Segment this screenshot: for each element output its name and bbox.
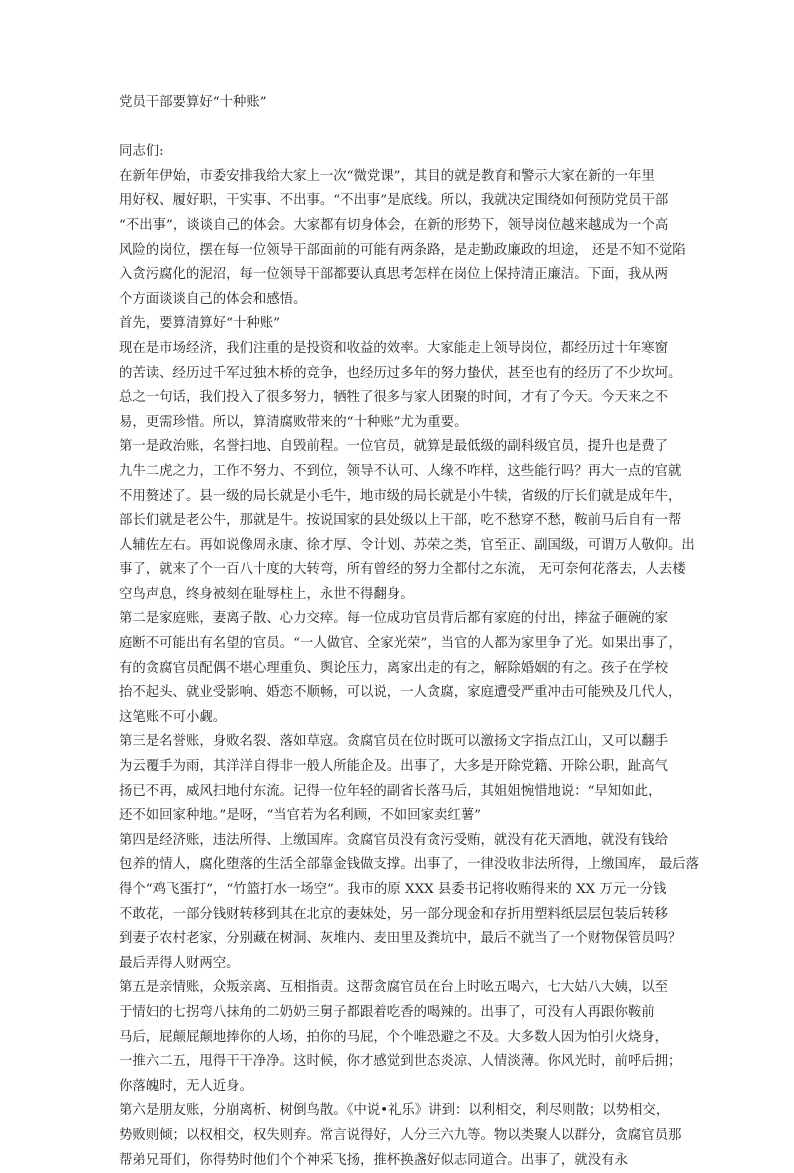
text-line: 现在是市场经济，我们注重的是投资和收益的效率。大家能走上领导岗位，都经历过十年寒窗 (119, 340, 669, 356)
paragraph (119, 730, 679, 828)
text-line: 个方面谈谈自己的体会和感悟。 (119, 291, 307, 307)
text-line: 包养的情人，腐化堕落的生活全部靠金钱做支撑。出事了，一律没收非法所得，上缴国库， 最后落 (119, 857, 700, 873)
text-line: 九牛二虎之力，工作不努力、不到位，领导不认可、人缘不咋样，这些能行吗？再大一点的官就 (119, 463, 682, 479)
paragraph (119, 1099, 682, 1173)
paragraph-list (119, 165, 700, 1173)
text-line: 第二是家庭账，妻离子散、心力交瘁。每一位成功官员背后都有家庭的付出，摔盆子砸碗的家 (119, 611, 669, 627)
text-line: 在新年伊始，市委安排我给大家上一次“微党课”，其目的就是教育和警示大家在新的一年里 (119, 168, 655, 184)
paragraph (119, 607, 682, 730)
document-body (119, 91, 700, 1173)
text-line: 抬不起头、就业受影响、婚恋不顺畅，可以说，一人贪腐，家庭遭受严重冲击可能殃及几代人， (119, 685, 682, 701)
text-line: 第三是名誉账，身败名裂、落如草寇。贪腐官员在位时既可以激扬文字指点江山，又可以翻手 (119, 734, 669, 750)
text-line: 庭断不可能出有名望的官员。“一人做官、全家光荣”，当官的人都为家里争了光。如果出事了， (119, 636, 682, 652)
paragraph (119, 976, 682, 1099)
text-line: 第四是经济账，违法所得、上缴国库。贪腐官员没有贪污受贿，就没有花天酒地，就没有钱给 (119, 832, 669, 848)
text-line: 不用赘述了。县一级的局长就是小毛牛，地市级的局长就是小牛犊，省级的厅长们就是成年牛， (119, 488, 682, 504)
text-line: 的苦读、经历过千军过独木桥的竞争，也经历过多年的努力蛰伏，甚至也有的经历了不少坎坷。 (119, 365, 682, 381)
text-line: 用好权、履好职，干实事、不出事。“不出事”是底线。所以，我就决定围绕如何预防党员干部 (119, 193, 669, 209)
text-line: 事了，就来了个一百八十度的大转弯，所有曾经的努力全都付之东流， 无可奈何花落去，人去楼 (119, 562, 686, 578)
paragraph (119, 312, 679, 337)
text-line: 有的贪腐官员配偶不堪心理重负、舆论压力，离家出走的有之，解除婚姻的有之。孩子在学校 (119, 660, 669, 676)
text-line: 到妻子农村老家，分别藏在树洞、灰堆内、麦田里及粪坑中，最后不就当了一个财物保管员吗？ (119, 931, 682, 947)
blank-line (119, 116, 679, 141)
text-line: 第六是朋友账，分崩离析、树倒鸟散。《中说•礼乐》讲到：以利相交，利尽则散；以势相交， (119, 1103, 670, 1119)
text-line: “不出事”，谈谈自己的体会。大家都有切身体会，在新的形势下，领导岗位越来越成为一个高 (119, 217, 669, 233)
document-title: 党员干部要算好“十种账” (119, 95, 267, 110)
paragraph (119, 435, 695, 607)
text-line: 还不如回家种地。”是呀，“当官若为名利顾，不如回家卖红薯” (119, 808, 481, 824)
text-line: 总之一句话，我们投入了很多努力，牺牲了很多与家人团聚的时间，才有了今天。今天来之不 (119, 390, 669, 406)
text-line: 不敢花，一部分钱财转移到其在北京的妻妹处，另一部分现金和存折用塑料纸层层包装后转移 (119, 906, 669, 922)
text-line: 最后弄得人财两空。 (119, 955, 240, 971)
text-line: 风险的岗位，摆在每一位领导干部面前的可能有两条路，是走勤政廉政的坦途， 还是不知不觉陷 (119, 242, 686, 258)
paragraph (119, 165, 686, 313)
text-line: 于情妇的七拐弯八抹角的二奶奶三舅子都跟着吃香的喝辣的。出事了，可没有人再跟你鞍前 (119, 1004, 655, 1020)
text-line: 扬已不再，威风扫地付东流。记得一位年轻的副省长落马后，其姐姐惋惜地说：“早知如此， (119, 783, 662, 799)
text-line: 一推六二五，甩得干干净净。这时候，你才感觉到世态炎凉、人情淡薄。你风光时，前呼后拥； (119, 1054, 682, 1070)
text-line: 人辅佐左右。再如说像周永康、徐才厚、令计划、苏荣之类，官至正、副国级，可谓万人敬仰。出 (119, 537, 695, 553)
text-line: 易，更需珍惜。所以，算清腐败带来的“十种账”尤为重要。 (119, 414, 468, 430)
text-line: 第一是政治账，名誉扫地、自毁前程。一位官员，就算是最低级的副科级官员，提升也是费了 (119, 439, 669, 455)
text-line: 入贪污腐化的泥沼，每一位领导干部都要认真思考怎样在岗位上保持清正廉洁。下面，我从两 (119, 267, 669, 283)
text-line: 得个“鸡飞蛋打”，“竹篮打水一场空”。我市的原 XXX 县委书记将收贿得来的 XX 万元一分钱 (119, 882, 667, 897)
text-line: 这笔账不可小觑。 (119, 709, 227, 725)
text-line: 为云覆手为雨，其洋洋自得非一般人所能企及。出事了，大多是开除党籍、开除公职，趾高气 (119, 759, 669, 775)
text-line: 空鸟声息，终身被刻在耻辱柱上，永世不得翻身。 (119, 586, 414, 602)
text-line: 第五是亲情账，众叛亲离、互相指责。这帮贪腐官员在台上时吆五喝六，七大姑八大姨，以至 (119, 980, 669, 996)
greeting: 同志们: (119, 144, 164, 160)
text-line: 势败则倾；以权相交，权失则弃。常言说得好，人分三六九等。物以类聚人以群分，贪腐官员那 (119, 1127, 682, 1143)
paragraph (119, 829, 700, 977)
text-line: 马后，屁颠屁颠地捧你的人场，拍你的马屁，个个唯恐避之不及。大多数人因为怕引火烧身， (119, 1029, 669, 1045)
paragraph (119, 337, 682, 435)
text-line: 你落魄时，无人近身。 (119, 1078, 253, 1094)
text-line: 帮弟兄哥们，你得势时他们个个神采飞扬，推杯换盏好似志同道合。出事了，就没有永 (119, 1152, 628, 1168)
text-line: 部长们就是老公牛，那就是牛。按说国家的县处级以上干部，吃不愁穿不愁，鞍前马后自有一帮 (119, 513, 682, 529)
text-line: 首先，要算清算好“十种账” (119, 316, 280, 332)
